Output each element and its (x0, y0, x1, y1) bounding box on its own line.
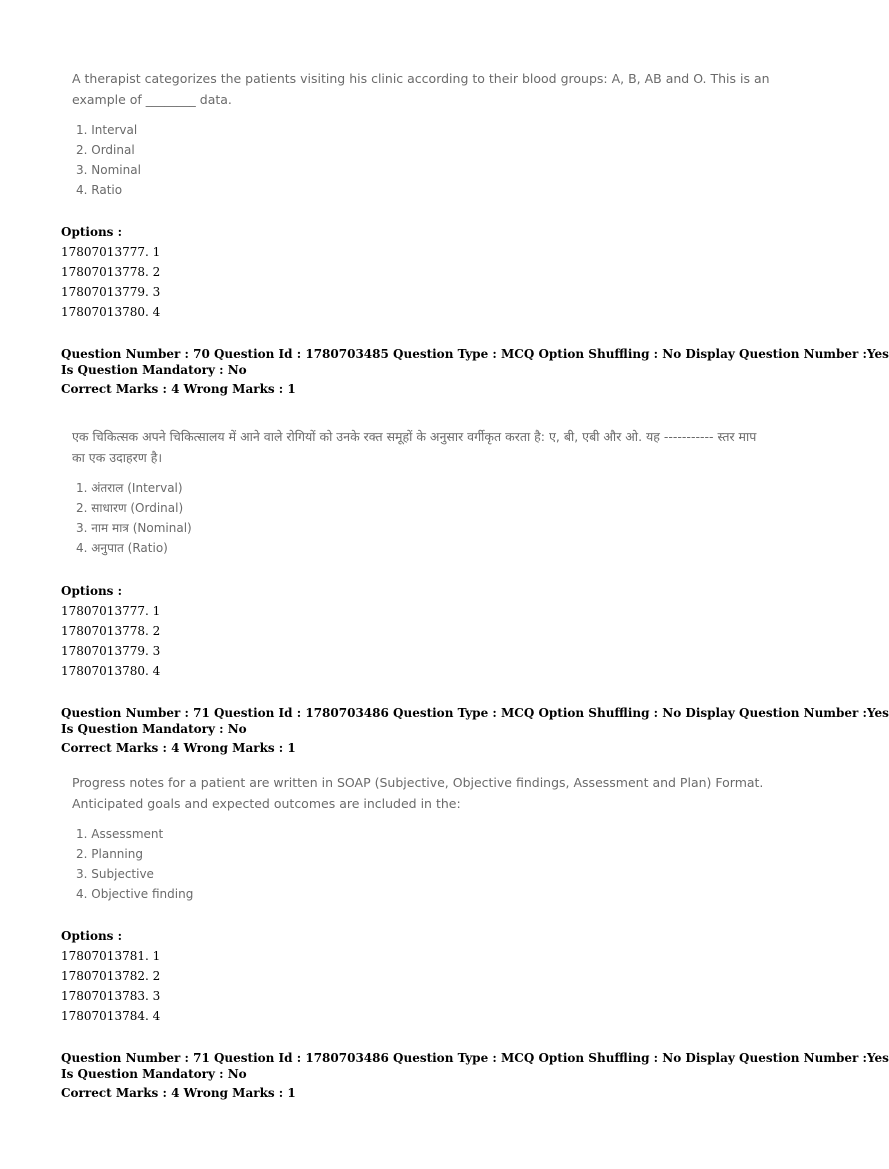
question-image (72, 426, 772, 558)
choice-item: 4. Ratio (76, 183, 123, 197)
meta-line-1-left: Question Number : 70 Question Id : 1780703485 Question Type : MCQ Option Shuffling : No Display Question Number : (61, 347, 867, 361)
option-row: 17807013778. 2 (61, 624, 161, 638)
choice-item: 4. Objective finding (76, 887, 194, 901)
option-row: 17807013784. 4 (61, 1009, 161, 1023)
choice-list (72, 824, 772, 904)
question-meta (61, 1050, 889, 1101)
option-row: 17807013783. 3 (61, 989, 161, 1003)
option-row: 17807013777. 1 (61, 245, 161, 259)
meta-line-3: Correct Marks : 4 Wrong Marks : 1 (61, 382, 296, 396)
question-meta (61, 346, 889, 397)
options-block (61, 222, 160, 322)
question-meta (61, 705, 889, 756)
choice-item: 3. Subjective (76, 867, 154, 881)
meta-line-2: Is Question Mandatory : No (61, 1067, 247, 1081)
choice-item: 2. Planning (76, 847, 143, 861)
choice-list (72, 478, 772, 558)
choice-item: 4. अनुपात (Ratio) (76, 541, 168, 555)
option-row: 17807013780. 4 (61, 664, 161, 678)
meta-line-1 (61, 346, 889, 362)
meta-line-1-right: Yes (866, 1051, 889, 1065)
option-row: 17807013779. 3 (61, 644, 161, 658)
meta-line-1-right: Yes (866, 347, 889, 361)
option-row: 17807013779. 3 (61, 285, 161, 299)
meta-line-3: Correct Marks : 4 Wrong Marks : 1 (61, 741, 296, 755)
meta-line-1-right: Yes (866, 706, 889, 720)
choice-item: 1. अंतराल (Interval) (76, 481, 183, 495)
choice-item: 2. साधारण (Ordinal) (76, 501, 184, 515)
choice-item: 1. Assessment (76, 827, 164, 841)
meta-line-2: Is Question Mandatory : No (61, 363, 247, 377)
meta-line-1 (61, 705, 889, 721)
choice-list (72, 120, 772, 200)
choice-item: 2. Ordinal (76, 143, 135, 157)
question-image (72, 68, 772, 200)
options-label: Options : (61, 584, 123, 598)
meta-line-1-left: Question Number : 71 Question Id : 1780703486 Question Type : MCQ Option Shuffling : No Display Question Number : (61, 706, 867, 720)
meta-line-2: Is Question Mandatory : No (61, 722, 247, 736)
option-row: 17807013778. 2 (61, 265, 161, 279)
option-row: 17807013781. 1 (61, 949, 161, 963)
options-label: Options : (61, 929, 123, 943)
options-block (61, 581, 160, 681)
meta-line-1-left: Question Number : 71 Question Id : 1780703486 Question Type : MCQ Option Shuffling : No Display Question Number : (61, 1051, 867, 1065)
choice-item: 1. Interval (76, 123, 138, 137)
meta-line-3: Correct Marks : 4 Wrong Marks : 1 (61, 1086, 296, 1100)
question-image (72, 772, 772, 904)
option-row: 17807013780. 4 (61, 305, 161, 319)
question-text: A therapist categorizes the patients visiting his clinic according to their blood groups: A, B, AB and O. This is an example of ________ data. (72, 71, 770, 107)
choice-item: 3. Nominal (76, 163, 141, 177)
choice-item: 3. नाम मात्र (Nominal) (76, 521, 192, 535)
options-label: Options : (61, 225, 123, 239)
options-block (61, 926, 160, 1026)
option-row: 17807013782. 2 (61, 969, 161, 983)
option-row: 17807013777. 1 (61, 604, 161, 618)
meta-line-1 (61, 1050, 889, 1066)
question-text: Progress notes for a patient are written in SOAP (Subjective, Objective findings, Assessment and Plan) Format. Anticipated goals and expected outcomes are included in the: (72, 775, 764, 811)
question-text: एक चिकित्सक अपने चिकित्सालय में आने वाले रोगियों को उनके रक्त समूहों के अनुसार वर्गीकृत करता है: ए, बी, एबी और ओ. यह ----------- स्तर माप का एक उदाहरण है। (72, 429, 757, 465)
